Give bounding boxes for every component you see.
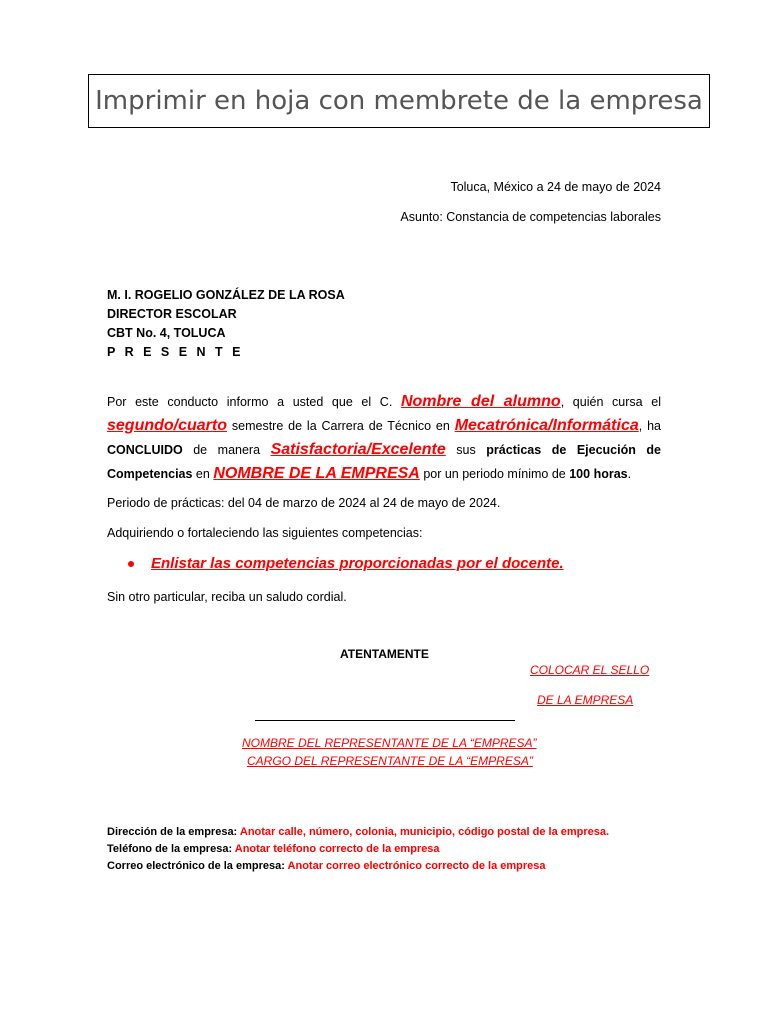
letterhead-title: Imprimir en hoja con membrete de la empresa xyxy=(95,86,703,116)
email-label: Correo electrónico de la empresa: xyxy=(107,860,288,872)
company-name-placeholder: NOMBRE DE LA EMPRESA xyxy=(213,465,420,482)
seal-placeholder-line-2: DE LA EMPRESA xyxy=(537,693,634,707)
bullet-icon xyxy=(128,561,134,567)
concluded-label: CONCLUIDO xyxy=(107,443,183,457)
company-address-line xyxy=(107,824,609,841)
email-placeholder: Anotar correo electrónico correcto de la empresa xyxy=(287,860,546,872)
phone-label: Teléfono de la empresa: xyxy=(107,843,235,855)
body-text-5: de manera xyxy=(182,443,271,457)
letterhead-placeholder-box xyxy=(88,74,710,128)
semester-placeholder: segundo/cuarto xyxy=(107,417,228,434)
attentively-label: ATENTAMENTE xyxy=(340,647,429,661)
hours-label: 100 horas xyxy=(569,467,628,481)
phone-placeholder: Anotar teléfono correcto de la empresa xyxy=(234,843,440,855)
body-text-2: , quién cursa el xyxy=(560,395,661,409)
company-email-line xyxy=(107,858,609,875)
competencies-intro: Adquiriendo o fortaleciendo las siguientes competencias: xyxy=(107,526,423,540)
address-label: Dirección de la empresa: xyxy=(107,826,240,838)
body-text-7: en xyxy=(192,467,214,481)
addressee-role: DIRECTOR ESCOLAR xyxy=(107,307,237,321)
representative-role-placeholder: CARGO DEL REPRESENTANTE DE LA “EMPRESA” xyxy=(247,754,533,768)
body-text-1: Por este conducto informo a usted que el C. xyxy=(107,395,401,409)
competency-placeholder: Enlistar las competencias proporcionadas por el docente. xyxy=(151,555,564,572)
addressee-block xyxy=(107,286,345,362)
place-date: Toluca, México a 24 de mayo de 2024 xyxy=(450,180,661,194)
practices-label: prácticas de Ejecución de Competencias xyxy=(107,443,661,481)
main-paragraph xyxy=(107,390,661,486)
address-placeholder: Anotar calle, número, colonia, municipio, código postal de la empresa. xyxy=(239,826,610,838)
student-name-placeholder: Nombre del alumno xyxy=(400,393,561,410)
addressee-name: M. I. ROGELIO GONZÁLEZ DE LA ROSA xyxy=(107,288,345,302)
addressee-school: CBT No. 4, TOLUCA xyxy=(107,326,226,340)
addressee-presente: P R E S E N T E xyxy=(107,345,244,359)
representative-name-placeholder: NOMBRE DEL REPRESENTANTE DE LA “EMPRESA” xyxy=(242,736,537,750)
body-text-6: sus xyxy=(445,443,487,457)
closing-line: Sin otro particular, reciba un saludo cordial. xyxy=(107,590,347,604)
seal-placeholder-line-1: COLOCAR EL SELLO xyxy=(530,663,650,677)
body-text-4: , ha xyxy=(638,419,661,433)
body-text-9: . xyxy=(627,467,632,481)
signature-line xyxy=(255,720,515,721)
practice-period: Periodo de prácticas: del 04 de marzo de 2024 al 24 de mayo de 2024. xyxy=(107,496,501,510)
subject-line: Asunto: Constancia de competencias laborales xyxy=(400,210,661,224)
company-contact-block xyxy=(107,824,609,875)
grade-placeholder: Satisfactoria/Excelente xyxy=(270,441,446,458)
career-placeholder: Mecatrónica/Informática xyxy=(454,417,639,434)
body-text-3: semestre de la Carrera de Técnico en xyxy=(227,419,455,433)
competency-list-item xyxy=(128,555,564,572)
company-phone-line xyxy=(107,841,609,858)
body-text-8: por un periodo mínimo de xyxy=(419,467,570,481)
